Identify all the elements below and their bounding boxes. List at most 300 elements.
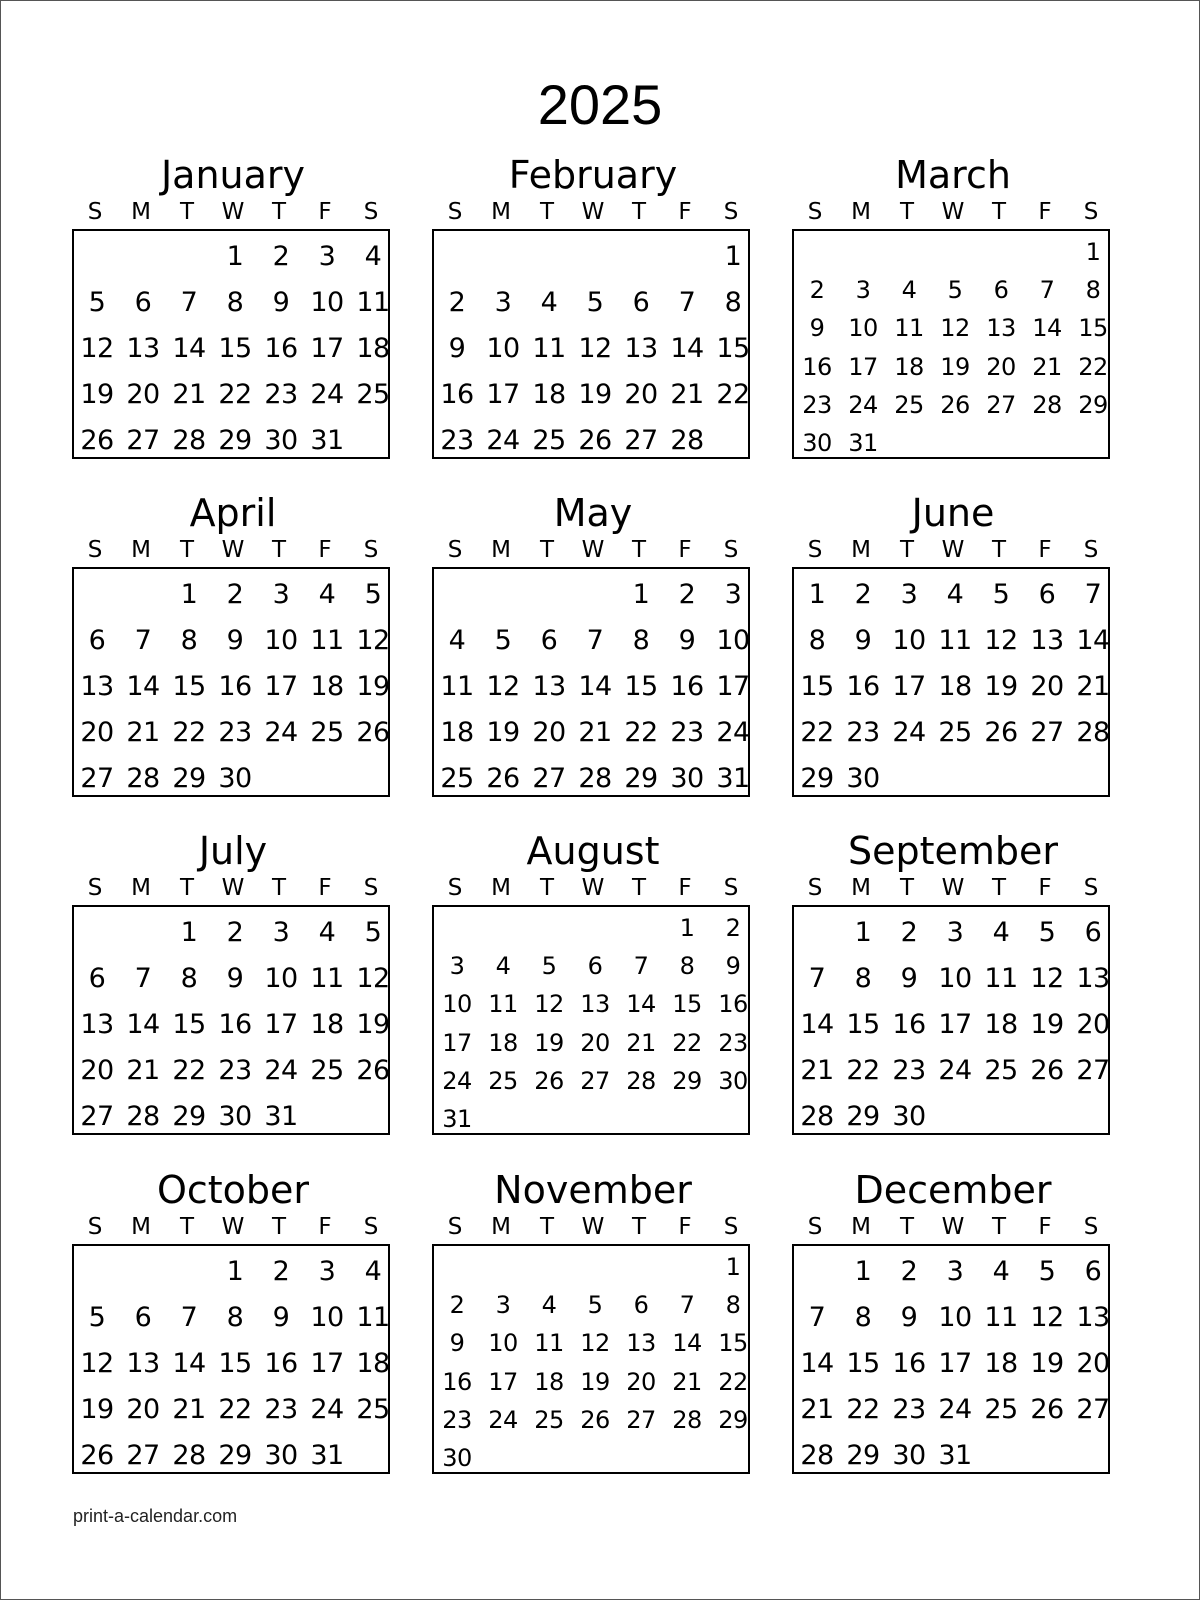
day-cell: 17 <box>938 1348 972 1379</box>
day-cell: 5 <box>1038 917 1056 948</box>
day-cell: 5 <box>587 1291 603 1320</box>
weekday-label: T <box>899 875 915 901</box>
day-cell: 21 <box>672 1367 702 1396</box>
month-name: June <box>911 491 995 535</box>
day-cell: 2 <box>900 1256 918 1287</box>
empty-day-cell <box>480 572 526 618</box>
day-cell: 15 <box>172 1009 206 1040</box>
weekday-label: F <box>318 537 332 563</box>
day-cell: 14 <box>578 671 612 702</box>
day-cell: 15 <box>624 671 658 702</box>
empty-day-cell <box>1024 424 1070 462</box>
day-cell: 1 <box>854 917 872 948</box>
weekday-label: W <box>941 199 965 225</box>
empty-day-cell <box>618 1248 664 1286</box>
empty-day-cell <box>1024 233 1070 271</box>
empty-day-cell <box>572 234 618 280</box>
days-box <box>792 905 1110 1135</box>
day-cell: 6 <box>540 625 558 656</box>
days-grid <box>74 907 388 1133</box>
day-cell: 7 <box>1039 276 1055 305</box>
day-cell: 27 <box>126 1440 160 1471</box>
empty-day-cell <box>526 572 572 618</box>
day-cell: 25 <box>488 1066 518 1095</box>
empty-day-cell <box>120 572 166 618</box>
day-cell: 20 <box>580 1028 610 1057</box>
empty-day-cell <box>526 909 572 947</box>
day-cell: 20 <box>1076 1009 1110 1040</box>
weekday-label: S <box>1083 537 1099 563</box>
day-cell: 22 <box>218 1394 252 1425</box>
weekday-header-row <box>792 1214 1114 1240</box>
empty-day-cell <box>350 1433 396 1479</box>
day-cell: 30 <box>892 1440 926 1471</box>
empty-day-cell <box>1024 1433 1070 1479</box>
day-cell: 6 <box>632 287 650 318</box>
day-cell: 25 <box>984 1394 1018 1425</box>
day-cell: 12 <box>534 990 564 1019</box>
day-cell: 20 <box>532 717 566 748</box>
weekday-label: F <box>318 199 332 225</box>
day-cell: 21 <box>1032 352 1062 381</box>
day-cell: 14 <box>670 333 704 364</box>
day-cell: 29 <box>1078 390 1108 419</box>
empty-day-cell <box>1070 1433 1116 1479</box>
day-cell: 25 <box>938 717 972 748</box>
weekday-label: S <box>447 537 463 563</box>
day-cell: 18 <box>440 717 474 748</box>
day-cell: 18 <box>488 1028 518 1057</box>
day-cell: 4 <box>901 276 917 305</box>
day-cell: 14 <box>1032 314 1062 343</box>
day-cell: 10 <box>938 1302 972 1333</box>
day-cell: 12 <box>580 1329 610 1358</box>
days-grid <box>434 907 748 1133</box>
day-cell: 6 <box>993 276 1009 305</box>
day-cell: 26 <box>1030 1394 1064 1425</box>
weekday-label: F <box>678 1214 692 1240</box>
day-cell: 17 <box>310 1348 344 1379</box>
day-cell: 4 <box>992 1256 1010 1287</box>
day-cell: 16 <box>218 1009 252 1040</box>
weekday-label: S <box>87 199 103 225</box>
day-cell: 2 <box>449 1291 465 1320</box>
weekday-label: F <box>1038 1214 1052 1240</box>
day-cell: 15 <box>718 1329 748 1358</box>
day-cell: 20 <box>80 717 114 748</box>
day-cell: 16 <box>718 990 748 1019</box>
day-cell: 7 <box>134 963 152 994</box>
day-cell: 9 <box>226 625 244 656</box>
day-cell: 9 <box>900 1302 918 1333</box>
day-cell: 10 <box>892 625 926 656</box>
day-cell: 23 <box>892 1055 926 1086</box>
weekday-label: W <box>221 875 245 901</box>
day-cell: 17 <box>264 1009 298 1040</box>
day-cell: 21 <box>800 1055 834 1086</box>
day-cell: 29 <box>672 1066 702 1095</box>
empty-day-cell <box>526 1248 572 1286</box>
day-cell: 1 <box>679 914 695 942</box>
day-cell: 30 <box>264 1440 298 1471</box>
day-cell: 28 <box>172 1440 206 1471</box>
day-cell: 21 <box>1076 671 1110 702</box>
month-name: August <box>526 829 660 873</box>
day-cell: 8 <box>180 625 198 656</box>
day-cell: 27 <box>986 390 1016 419</box>
day-cell: 12 <box>578 333 612 364</box>
weekday-label: T <box>631 875 647 901</box>
day-cell: 8 <box>854 1302 872 1333</box>
empty-day-cell <box>932 756 978 802</box>
empty-day-cell <box>886 424 932 462</box>
day-cell: 1 <box>226 241 244 272</box>
day-cell: 1 <box>724 241 742 272</box>
day-cell: 28 <box>172 425 206 456</box>
weekday-header-row <box>72 537 394 563</box>
day-cell: 7 <box>678 287 696 318</box>
empty-day-cell <box>74 572 120 618</box>
weekday-label: T <box>179 875 195 901</box>
day-cell: 15 <box>172 671 206 702</box>
day-cell: 7 <box>808 963 826 994</box>
weekday-label: M <box>491 199 511 225</box>
day-cell: 10 <box>938 963 972 994</box>
day-cell: 20 <box>986 352 1016 381</box>
day-cell: 27 <box>1030 717 1064 748</box>
weekday-label: T <box>631 199 647 225</box>
weekday-label: F <box>318 875 332 901</box>
day-cell: 13 <box>1030 625 1064 656</box>
empty-day-cell <box>258 756 304 802</box>
weekday-label: F <box>318 1214 332 1240</box>
day-cell: 25 <box>310 717 344 748</box>
days-box <box>432 1244 750 1474</box>
day-cell: 13 <box>626 1329 656 1358</box>
day-cell: 27 <box>624 425 658 456</box>
weekday-header-row <box>432 875 754 901</box>
empty-day-cell <box>978 756 1024 802</box>
day-cell: 14 <box>800 1009 834 1040</box>
day-cell: 17 <box>486 379 520 410</box>
day-cell: 24 <box>442 1066 472 1095</box>
weekday-label: M <box>851 537 871 563</box>
day-cell: 1 <box>632 579 650 610</box>
days-grid <box>74 569 388 795</box>
empty-day-cell <box>978 424 1024 462</box>
weekday-label: S <box>807 1214 823 1240</box>
day-cell: 28 <box>670 425 704 456</box>
weekday-label: F <box>1038 537 1052 563</box>
day-cell: 11 <box>534 1329 564 1358</box>
day-cell: 11 <box>894 314 924 343</box>
day-cell: 24 <box>264 1055 298 1086</box>
weekday-label: S <box>87 1214 103 1240</box>
day-cell: 3 <box>946 917 964 948</box>
empty-day-cell <box>618 909 664 947</box>
day-cell: 8 <box>632 625 650 656</box>
day-cell: 9 <box>226 963 244 994</box>
day-cell: 13 <box>580 990 610 1019</box>
day-cell: 29 <box>846 1440 880 1471</box>
weekday-label: T <box>991 875 1007 901</box>
weekday-label: S <box>1083 1214 1099 1240</box>
day-cell: 10 <box>264 963 298 994</box>
weekday-label: W <box>941 1214 965 1240</box>
day-cell: 21 <box>800 1394 834 1425</box>
day-cell: 28 <box>126 1101 160 1132</box>
empty-day-cell <box>932 1094 978 1140</box>
day-cell: 17 <box>848 352 878 381</box>
day-cell: 2 <box>448 287 466 318</box>
day-cell: 24 <box>486 425 520 456</box>
day-cell: 8 <box>180 963 198 994</box>
day-cell: 19 <box>80 379 114 410</box>
weekday-label: M <box>851 1214 871 1240</box>
empty-day-cell <box>978 233 1024 271</box>
day-cell: 1 <box>725 1253 741 1281</box>
empty-day-cell <box>664 1439 710 1477</box>
day-cell: 26 <box>356 1055 390 1086</box>
day-cell: 19 <box>486 717 520 748</box>
empty-day-cell <box>480 1100 526 1138</box>
day-cell: 10 <box>848 314 878 343</box>
day-cell: 13 <box>80 671 114 702</box>
day-cell: 18 <box>310 671 344 702</box>
day-cell: 8 <box>1085 276 1101 305</box>
day-cell: 23 <box>440 425 474 456</box>
day-cell: 12 <box>80 1348 114 1379</box>
day-cell: 11 <box>938 625 972 656</box>
day-cell: 17 <box>442 1028 472 1057</box>
day-cell: 24 <box>716 717 750 748</box>
weekday-label: T <box>539 1214 555 1240</box>
day-cell: 4 <box>364 241 382 272</box>
empty-day-cell <box>304 756 350 802</box>
weekday-label: W <box>941 537 965 563</box>
day-cell: 16 <box>846 671 880 702</box>
day-cell: 16 <box>892 1009 926 1040</box>
days-box <box>792 1244 1110 1474</box>
day-cell: 31 <box>716 763 750 794</box>
day-cell: 26 <box>486 763 520 794</box>
day-cell: 1 <box>180 917 198 948</box>
day-cell: 27 <box>1076 1055 1110 1086</box>
empty-day-cell <box>434 1248 480 1286</box>
weekday-label: W <box>581 875 605 901</box>
day-cell: 5 <box>364 917 382 948</box>
day-cell: 23 <box>802 390 832 419</box>
days-grid <box>434 1246 748 1472</box>
day-cell: 22 <box>716 379 750 410</box>
day-cell: 23 <box>442 1405 472 1434</box>
weekday-label: W <box>581 1214 605 1240</box>
day-cell: 10 <box>486 333 520 364</box>
weekday-header-row <box>432 537 754 563</box>
weekday-label: S <box>807 199 823 225</box>
weekday-label: T <box>539 199 555 225</box>
day-cell: 5 <box>494 625 512 656</box>
empty-day-cell <box>434 572 480 618</box>
day-cell: 15 <box>672 990 702 1019</box>
day-cell: 20 <box>126 379 160 410</box>
day-cell: 28 <box>1032 390 1062 419</box>
day-cell: 16 <box>442 1367 472 1396</box>
empty-day-cell <box>794 1249 840 1295</box>
month-name: April <box>189 491 277 535</box>
day-cell: 11 <box>310 625 344 656</box>
weekday-label: M <box>491 537 511 563</box>
day-cell: 23 <box>264 1394 298 1425</box>
year-title: 2025 <box>537 73 663 136</box>
day-cell: 24 <box>310 379 344 410</box>
day-cell: 14 <box>126 671 160 702</box>
weekday-header-row <box>72 199 394 225</box>
weekday-label: T <box>179 537 195 563</box>
day-cell: 31 <box>310 1440 344 1471</box>
day-cell: 9 <box>448 333 466 364</box>
day-cell: 14 <box>800 1348 834 1379</box>
day-cell: 18 <box>356 333 390 364</box>
weekday-label: M <box>131 537 151 563</box>
weekday-label: T <box>631 537 647 563</box>
weekday-label: F <box>1038 199 1052 225</box>
weekday-label: S <box>363 537 379 563</box>
day-cell: 27 <box>126 425 160 456</box>
day-cell: 27 <box>80 1101 114 1132</box>
days-grid <box>434 569 748 795</box>
day-cell: 28 <box>672 1405 702 1434</box>
day-cell: 22 <box>718 1367 748 1396</box>
day-cell: 4 <box>318 579 336 610</box>
day-cell: 12 <box>80 333 114 364</box>
weekday-label: W <box>581 537 605 563</box>
day-cell: 28 <box>800 1101 834 1132</box>
day-cell: 28 <box>800 1440 834 1471</box>
weekday-label: S <box>723 1214 739 1240</box>
days-grid <box>794 231 1108 457</box>
empty-day-cell <box>572 572 618 618</box>
day-cell: 14 <box>1076 625 1110 656</box>
month-name: July <box>198 829 268 873</box>
day-cell: 5 <box>541 952 557 981</box>
day-cell: 26 <box>80 1440 114 1471</box>
day-cell: 24 <box>938 1055 972 1086</box>
day-cell: 2 <box>809 276 825 305</box>
weekday-label: F <box>678 875 692 901</box>
days-box <box>72 905 390 1135</box>
day-cell: 30 <box>802 428 832 457</box>
day-cell: 1 <box>854 1256 872 1287</box>
month-name: September <box>847 829 1059 873</box>
day-cell: 23 <box>670 717 704 748</box>
day-cell: 2 <box>854 579 872 610</box>
day-cell: 18 <box>356 1348 390 1379</box>
day-cell: 26 <box>80 425 114 456</box>
day-cell: 30 <box>846 763 880 794</box>
day-cell: 18 <box>534 1367 564 1396</box>
day-cell: 22 <box>800 717 834 748</box>
weekday-label: S <box>807 875 823 901</box>
day-cell: 14 <box>126 1009 160 1040</box>
day-cell: 22 <box>624 717 658 748</box>
empty-day-cell <box>526 1439 572 1477</box>
empty-day-cell <box>480 909 526 947</box>
day-cell: 9 <box>854 625 872 656</box>
day-cell: 29 <box>624 763 658 794</box>
day-cell: 8 <box>724 287 742 318</box>
day-cell: 23 <box>264 379 298 410</box>
day-cell: 14 <box>672 1329 702 1358</box>
weekday-label: W <box>221 537 245 563</box>
day-cell: 13 <box>80 1009 114 1040</box>
day-cell: 14 <box>172 1348 206 1379</box>
day-cell: 24 <box>488 1405 518 1434</box>
day-cell: 17 <box>892 671 926 702</box>
days-grid <box>434 231 748 457</box>
day-cell: 19 <box>356 671 390 702</box>
day-cell: 19 <box>940 352 970 381</box>
day-cell: 21 <box>126 717 160 748</box>
weekday-label: T <box>899 199 915 225</box>
day-cell: 28 <box>578 763 612 794</box>
empty-day-cell <box>480 1248 526 1286</box>
day-cell: 6 <box>134 287 152 318</box>
day-cell: 23 <box>892 1394 926 1425</box>
empty-day-cell <box>480 1439 526 1477</box>
empty-day-cell <box>350 756 396 802</box>
day-cell: 9 <box>272 1302 290 1333</box>
day-cell: 12 <box>356 963 390 994</box>
day-cell: 31 <box>310 425 344 456</box>
empty-day-cell <box>710 418 756 464</box>
day-cell: 3 <box>900 579 918 610</box>
day-cell: 31 <box>264 1101 298 1132</box>
days-grid <box>74 231 388 457</box>
day-cell: 19 <box>534 1028 564 1057</box>
weekday-label: S <box>447 199 463 225</box>
day-cell: 12 <box>940 314 970 343</box>
day-cell: 24 <box>310 1394 344 1425</box>
day-cell: 11 <box>440 671 474 702</box>
day-cell: 10 <box>442 990 472 1019</box>
day-cell: 19 <box>578 379 612 410</box>
weekday-label: T <box>991 199 1007 225</box>
day-cell: 28 <box>626 1066 656 1095</box>
empty-day-cell <box>572 1248 618 1286</box>
day-cell: 5 <box>88 1302 106 1333</box>
days-grid <box>794 569 1108 795</box>
day-cell: 17 <box>264 671 298 702</box>
weekday-label: T <box>631 1214 647 1240</box>
empty-day-cell <box>932 233 978 271</box>
empty-day-cell <box>886 756 932 802</box>
day-cell: 3 <box>449 952 465 981</box>
day-cell: 18 <box>310 1009 344 1040</box>
day-cell: 4 <box>448 625 466 656</box>
empty-day-cell <box>350 418 396 464</box>
day-cell: 8 <box>679 952 695 981</box>
day-cell: 8 <box>226 287 244 318</box>
day-cell: 3 <box>318 241 336 272</box>
weekday-label: S <box>363 875 379 901</box>
day-cell: 6 <box>1038 579 1056 610</box>
weekday-label: W <box>941 875 965 901</box>
day-cell: 11 <box>356 1302 390 1333</box>
day-cell: 28 <box>1076 717 1110 748</box>
empty-day-cell <box>664 1100 710 1138</box>
day-cell: 6 <box>587 952 603 981</box>
